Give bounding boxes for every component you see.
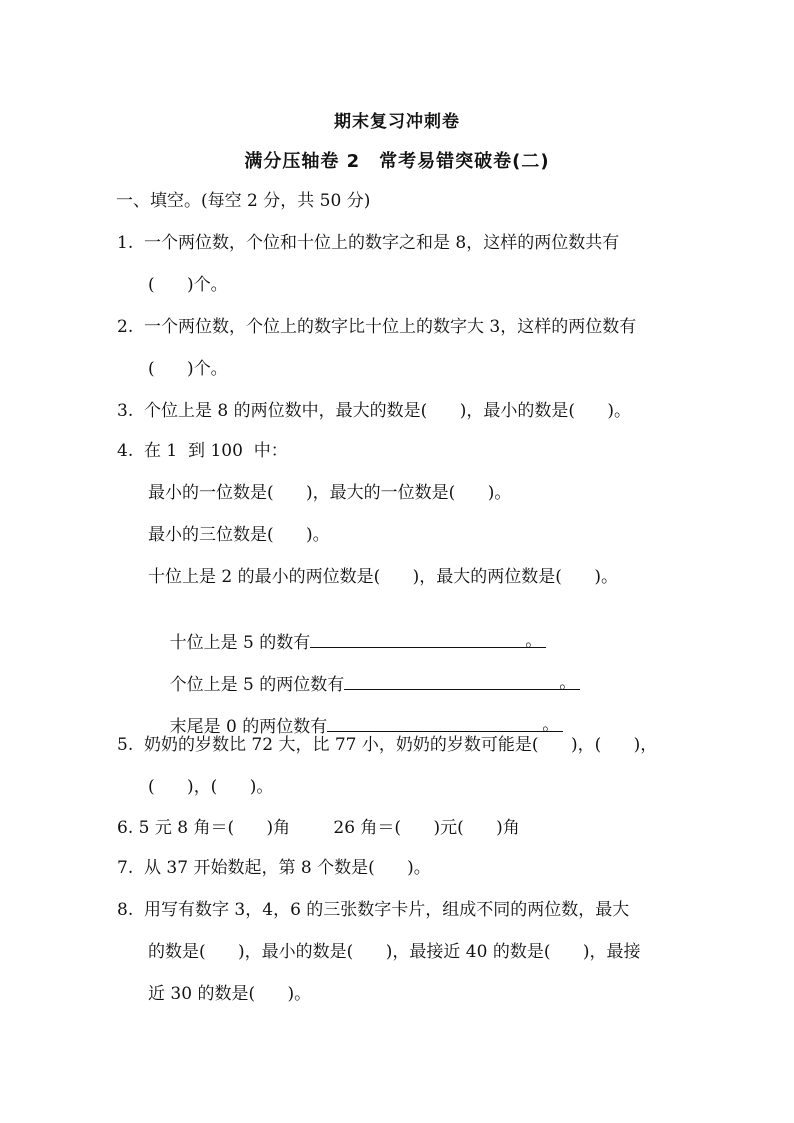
question-3: 3. 个位上是 8 的两位数中，最大的数是( )，最小的数是( )。 — [117, 401, 632, 421]
question-4-item-3: 十位上是 2 的最小的两位数是( )，最大的两位数是( )。 — [148, 567, 618, 587]
question-4-item-6-text: 末尾是 0 的两位数有 — [169, 717, 328, 737]
page-title: 期末复习冲刺卷 — [334, 112, 460, 132]
question-2-line-2: ( )个。 — [148, 359, 228, 379]
question-8-line-3: 近 30 的数是( )。 — [148, 984, 312, 1004]
question-4-item-1: 最小的一位数是( )，最大的一位数是( )。 — [148, 483, 512, 503]
answer-blank-line[interactable] — [327, 714, 563, 735]
question-5-line-1: 5. 奶奶的岁数比 72 大，比 77 小，奶奶的岁数可能是( )，( )， — [117, 735, 658, 755]
question-4-item-4-text: 十位上是 5 的数有 — [169, 633, 311, 653]
question-5-line-2: ( )，( )。 — [148, 777, 274, 797]
question-4-heading: 4. 在 1 到 100 中： — [117, 441, 288, 461]
question-2-line-1: 2. 一个两位数，个位上的数字比十位上的数字大 3，这样的两位数有 — [117, 317, 637, 337]
question-4-item-6-period: 。 — [542, 715, 560, 735]
question-7: 7. 从 37 开始数起，第 8 个数是( )。 — [117, 858, 431, 878]
section-heading: 一、填空。(每空 2 分，共 50 分) — [116, 191, 371, 211]
question-1-line-1: 1. 一个两位数，个位和十位上的数字之和是 8，这样的两位数共有 — [117, 233, 620, 253]
answer-blank-line[interactable] — [310, 630, 546, 651]
question-4-item-5-period: 。 — [559, 673, 577, 693]
question-8-line-2: 的数是( )，最小的数是( )，最接近 40 的数是( )，最接 — [148, 942, 641, 962]
question-1-line-2: ( )个。 — [148, 275, 228, 295]
question-4-item-5-text: 个位上是 5 的两位数有 — [169, 675, 345, 695]
page-subtitle: 满分压轴卷 2 常考易错突破卷(二) — [244, 151, 550, 172]
question-4-item-4-period: 。 — [525, 631, 543, 651]
question-6: 6. 5 元 8 角＝( )角 26 角＝( )元( )角 — [117, 818, 520, 838]
answer-blank-line[interactable] — [344, 672, 580, 693]
question-4-item-2: 最小的三位数是( )。 — [148, 525, 330, 545]
question-8-line-1: 8. 用写有数字 3，4，6 的三张数字卡片，组成不同的两位数，最大 — [117, 900, 630, 920]
